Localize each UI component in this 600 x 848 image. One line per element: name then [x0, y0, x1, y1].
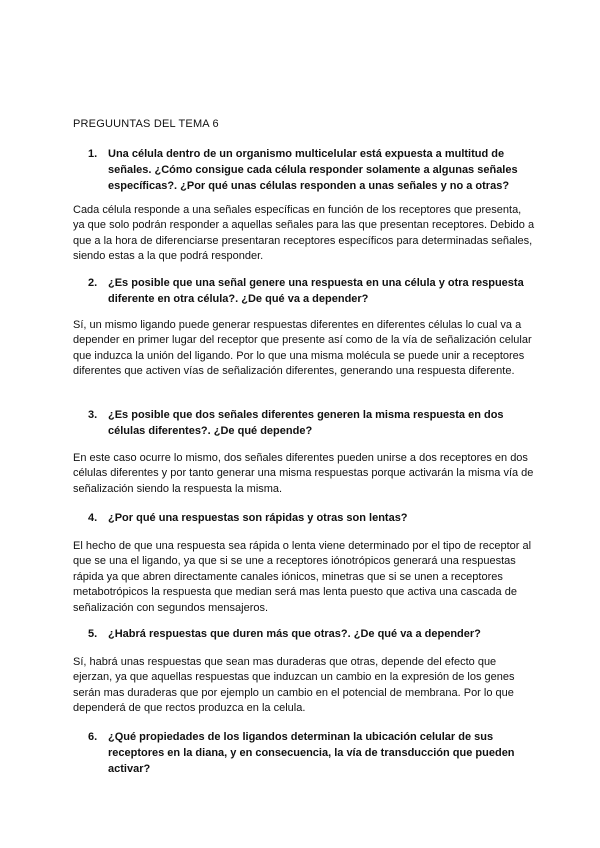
question-text: ¿Por qué una respuestas son rápidas y otras son lentas?	[108, 512, 408, 524]
question-5	[88, 626, 528, 642]
question-number: 6.	[88, 731, 98, 743]
question-text: ¿Qué propiedades de los ligandos determinan la ubicación celular de sus receptores en la diana, y en consecuencia, la vía de transducción que pueden activar?	[108, 731, 515, 775]
document-title: PREGUUNTAS DEL TEMA 6	[73, 118, 219, 130]
answer-1: Cada célula responde a una señales específicas en función de los receptores que presenta, ya que solo podrán responder a aquellas señales para las que presentan receptores. Debido a que a la hora de diferenciarse presentaran receptores específicos para determinadas señales, siendo estas a la que podrá responder.	[73, 204, 535, 263]
question-3	[88, 407, 528, 439]
question-1	[88, 146, 528, 194]
question-2	[88, 275, 528, 307]
answer-3: En este caso ocurre lo mismo, dos señales diferentes pueden unirse a dos receptores en dos células diferentes y por tanto generar una misma respuestas porque activarán la misma vía de señalización siendo la respuesta la misma.	[73, 452, 534, 495]
question-text: Una célula dentro de un organismo multicelular está expuesta a multitud de señales. ¿Cómo consigue cada célula responder solamente a algunas señales específicas?. ¿Por qué unas células responden a unas señales y no a otras?	[108, 148, 518, 192]
question-text: ¿Es posible que una señal genere una respuesta en una célula y otra respuesta diferente en otra célula?. ¿De qué va a depender?	[108, 277, 524, 305]
question-number: 2.	[88, 277, 98, 289]
question-number: 3.	[88, 409, 98, 421]
question-text: ¿Habrá respuestas que duren más que otras?. ¿De qué va a depender?	[108, 628, 481, 640]
question-number: 5.	[88, 628, 98, 640]
question-text: ¿Es posible que dos señales diferentes generen la misma respuesta en dos células diferentes?. ¿De qué depende?	[108, 409, 504, 437]
question-6	[88, 729, 528, 777]
answer-5: Sí, habrá unas respuestas que sean mas duraderas que otras, depende del efecto que ejerzan, ya que aquellas respuestas que induzcan un cambio en la expresión de los genes serán mas duraderas que por ejemplo un cambio en el potencial de membrana. Por lo que dependerá de que rectos produzca en la celula.	[73, 656, 515, 715]
question-4	[88, 510, 528, 526]
answer-4: El hecho de que una respuesta sea rápida o lenta viene determinado por el tipo de receptor al que se una el ligando, ya que si se une a receptores iónotrópicos generará una respuestas rápida ya que abren directamente canales iónicos, minetras que si se unen a receptores metabotrópicos la respuesta que median será mas lenta puesto que activa una cascada de señalización con segundos mensajeros.	[73, 540, 532, 614]
answer-2: Sí, un mismo ligando puede generar respuestas diferentes en diferentes células lo cual va a depender en primer lugar del receptor que presente así como de la vía de señalización celular que induzca la unión del ligando. Por lo que una misma molécula se puede unir a receptores diferentes que activen vías de señalización diferentes, generando una respuesta diferente.	[73, 319, 532, 378]
question-number: 4.	[88, 512, 98, 524]
question-number: 1.	[88, 148, 98, 160]
